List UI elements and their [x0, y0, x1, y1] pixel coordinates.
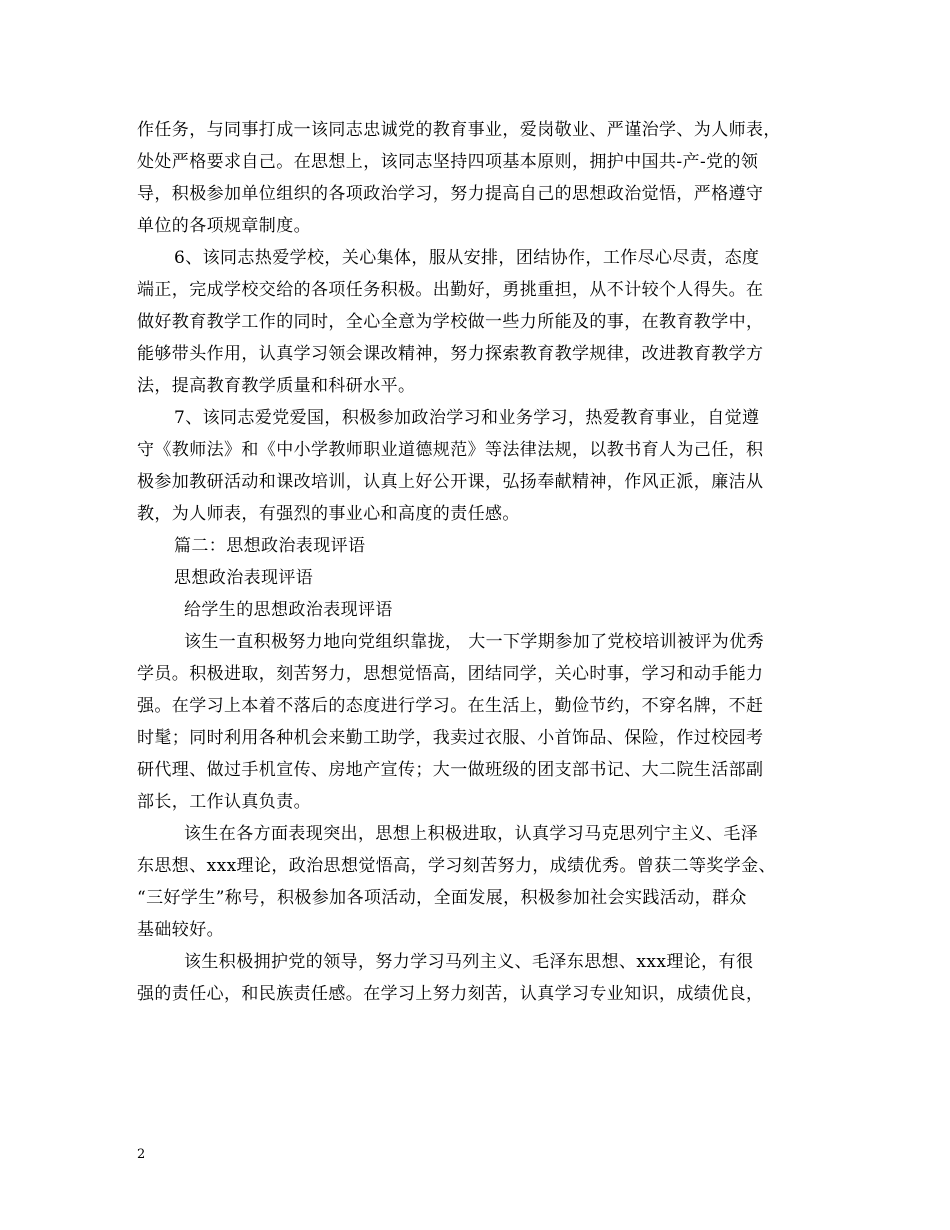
- text-line: 能够带头作用，认真学习领会课改精神，努力探索教育教学规律，改进教育教学方: [137, 344, 764, 364]
- text-line: 该生在各方面表现突出，思想上积极进取，认真学习马克思列宁主义、毛泽: [184, 824, 759, 844]
- section-heading: 篇二：思想政治表现评语: [174, 536, 366, 556]
- text-line: “三好学生”称号，积极参加各项活动，全面发展，积极参加社会实践活动，群众: [137, 888, 747, 908]
- text-line: 研代理、做过手机宣传、房地产宣传；大一做班级的团支部书记、大二院生活部副: [137, 760, 764, 780]
- text-line: 教，为人师表，有强烈的事业心和高度的责任感。: [137, 504, 520, 524]
- subheading: 给学生的思想政治表现评语: [184, 600, 393, 620]
- subheading: 思想政治表现评语: [174, 568, 314, 588]
- text-line: 该生积极拥护党的领导，努力学习马列主义、毛泽东思想、xxx理论，有很: [184, 952, 754, 972]
- text-line: 做好教育教学工作的同时，全心全意为学校做一些力所能及的事，在教育教学中，: [137, 312, 764, 332]
- text-line: 极参加教研活动和课改培训，认真上好公开课，弘扬奉献精神，作风正派，廉洁从: [137, 472, 764, 492]
- text-line: 该生一直积极努力地向党组织靠拢， 大一下学期参加了党校培训被评为优秀: [184, 632, 765, 652]
- page-number: 2: [137, 1147, 146, 1162]
- text-line: 强。在学习上本着不落后的态度进行学习。在生活上，勤俭节约，不穿名牌，不赶: [137, 696, 764, 716]
- text-line: 导，积极参加单位组织的各项政治学习，努力提高自己的思想政治觉悟，严格遵守: [137, 184, 764, 204]
- text-line: 作任务，与同事打成一该同志忠诚党的教育事业，爱岗敬业、严谨治学、为人师表，: [137, 120, 781, 140]
- text-line: 学员。积极进取，刻苦努力，思想觉悟高，团结同学，关心时事，学习和动手能力: [137, 664, 764, 684]
- text-line: 端正，完成学校交给的各项任务积极。出勤好，勇挑重担，从不计较个人得失。在: [137, 280, 764, 300]
- text-line: 基础较好。: [137, 920, 224, 940]
- text-line: 6、该同志热爱学校，关心集体，服从安排，团结协作，工作尽心尽责，态度: [174, 248, 760, 268]
- text-line: 单位的各项规章制度。: [137, 216, 311, 236]
- text-line: 法，提高教育教学质量和科研水平。: [137, 376, 416, 396]
- text-line: 强的责任心，和民族责任感。在学习上努力刻苦，认真学习专业知识，成绩优良，: [137, 984, 764, 1004]
- text-line: 东思想、xxx理论，政治思想觉悟高，学习刻苦努力，成绩优秀。曾获二等奖学金、: [137, 856, 776, 876]
- text-line: 7、该同志爱党爱国，积极参加政治学习和业务学习，热爱教育事业，自觉遵: [174, 408, 760, 428]
- text-line: 守《教师法》和《中小学教师职业道德规范》等法律法规，以教书育人为己任，积: [137, 440, 764, 460]
- text-line: 时髦；同时利用各种机会来勤工助学，我卖过衣服、小首饰品、保险，作过校园考: [137, 728, 764, 748]
- text-line: 部长，工作认真负责。: [137, 792, 311, 812]
- text-line: 处处严格要求自己。在思想上，该同志坚持四项基本原则，拥护中国共-产-党的领: [137, 152, 759, 172]
